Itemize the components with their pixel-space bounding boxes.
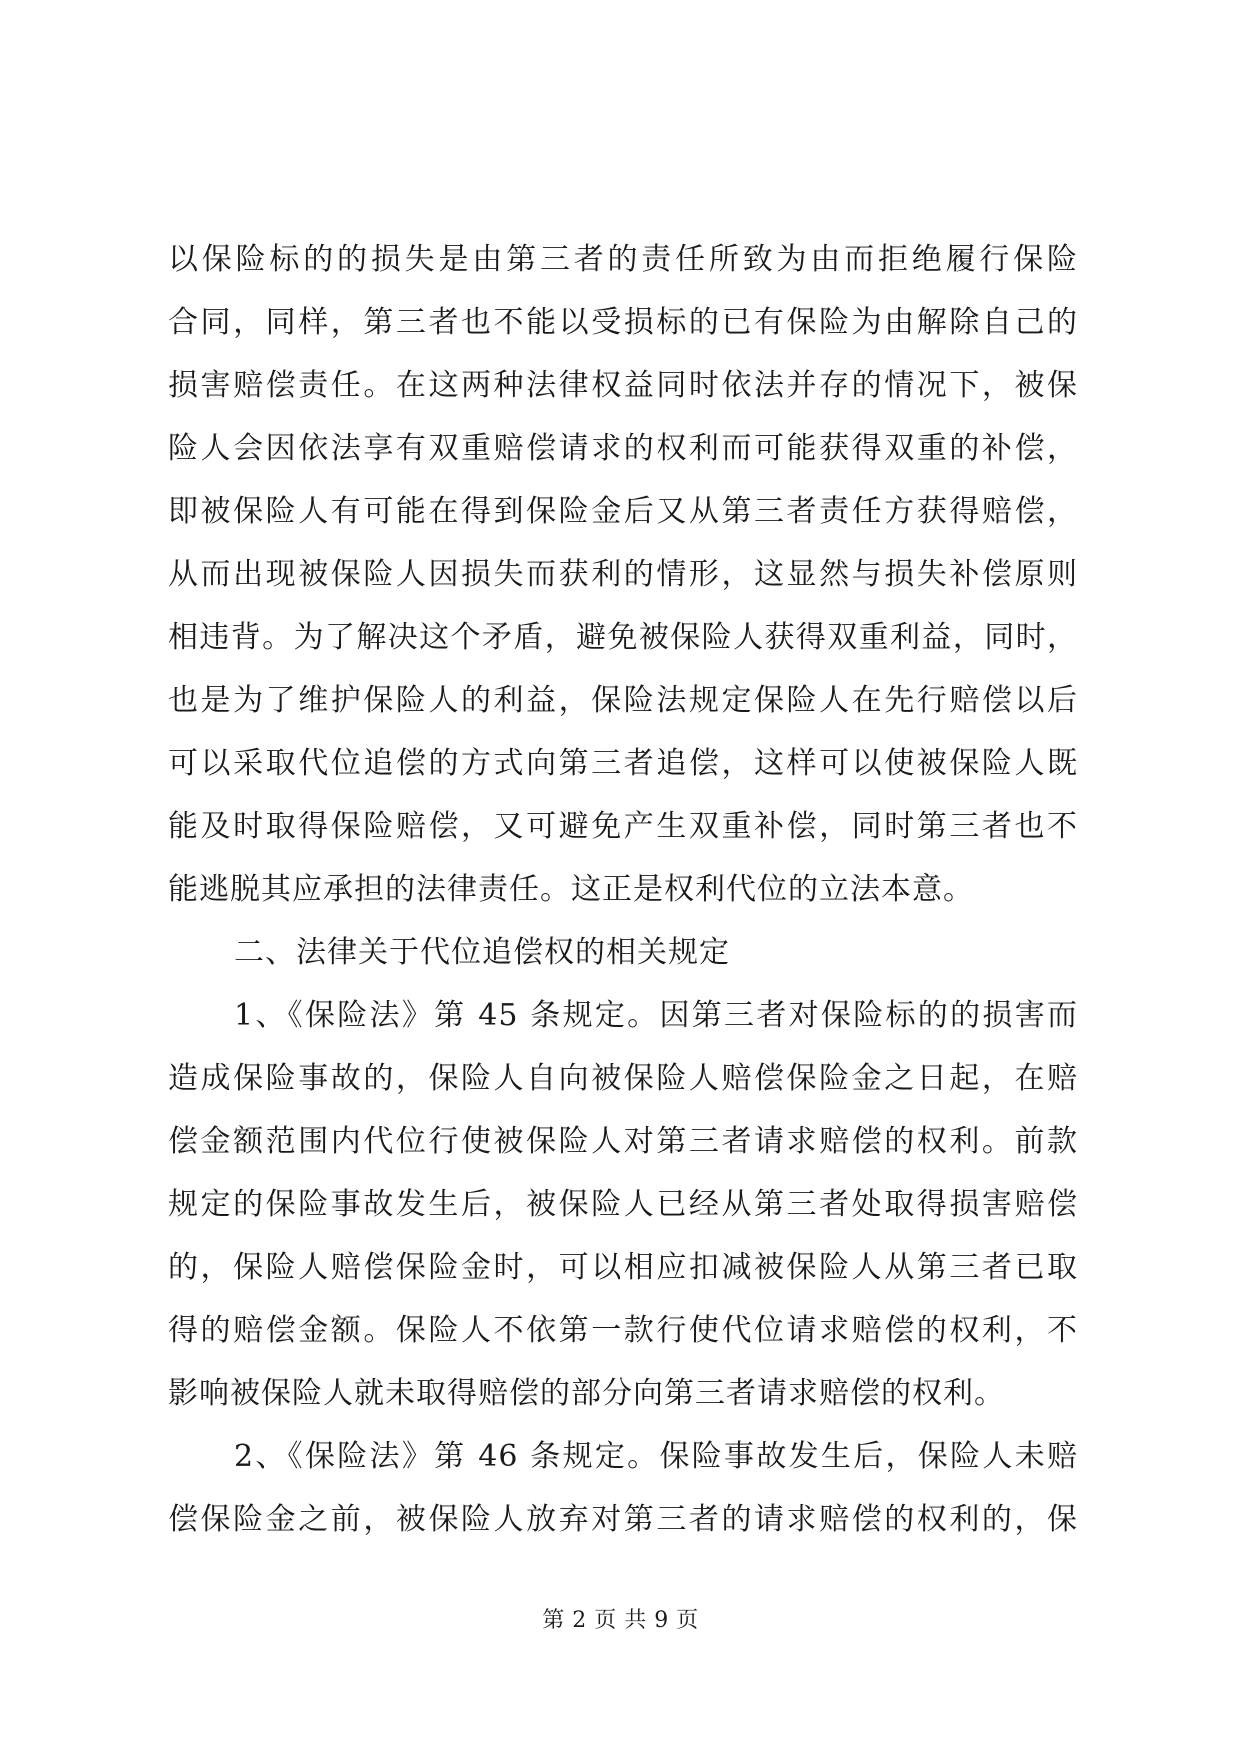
page-number: 第 2 页 共 9 页 <box>542 1608 699 1633</box>
text-line: 相违背。为了解决这个矛盾，避免被保险人获得双重利益，同时， <box>168 620 1078 655</box>
text-line: 损害赔偿责任。在这两种法律权益同时依法并存的情况下，被保 <box>168 368 1078 403</box>
text-line: 也是为了维护保险人的利益，保险法规定保险人在先行赔偿以后 <box>168 683 1078 718</box>
text-line: 2、《保险法》第 46 条规定。保险事故发生后，保险人未赔 <box>234 1439 1078 1474</box>
section-heading: 二、法律关于代位追偿权的相关规定 <box>234 935 730 970</box>
text-line: 偿保险金之前，被保险人放弃对第三者的请求赔偿的权利的，保 <box>168 1502 1078 1537</box>
text-line: 能逃脱其应承担的法律责任。这正是权利代位的立法本意。 <box>168 872 974 907</box>
text-line: 的，保险人赔偿保险金时，可以相应扣减被保险人从第三者已取 <box>168 1250 1078 1285</box>
text-line: 规定的保险事故发生后，被保险人已经从第三者处取得损害赔偿 <box>168 1187 1078 1222</box>
text-line: 从而出现被保险人因损失而获利的情形，这显然与损失补偿原则 <box>168 557 1078 592</box>
body-text <box>168 228 1078 1551</box>
text-line: 得的赔偿金额。保险人不依第一款行使代位请求赔偿的权利，不 <box>168 1313 1078 1348</box>
text-line: 能及时取得保险赔偿，又可避免产生双重补偿，同时第三者也不 <box>168 809 1078 844</box>
text-line: 险人会因依法享有双重赔偿请求的权利而可能获得双重的补偿， <box>168 431 1078 466</box>
text-line: 偿金额范围内代位行使被保险人对第三者请求赔偿的权利。前款 <box>168 1124 1078 1159</box>
text-line: 1、《保险法》第 45 条规定。因第三者对保险标的的损害而 <box>234 998 1078 1033</box>
text-line: 造成保险事故的，保险人自向被保险人赔偿保险金之日起，在赔 <box>168 1061 1078 1096</box>
text-line: 影响被保险人就未取得赔偿的部分向第三者请求赔偿的权利。 <box>168 1376 1005 1411</box>
text-line: 合同，同样，第三者也不能以受损标的已有保险为由解除自己的 <box>168 305 1078 340</box>
text-line: 即被保险人有可能在得到保险金后又从第三者责任方获得赔偿， <box>168 494 1078 529</box>
text-line: 可以采取代位追偿的方式向第三者追偿，这样可以使被保险人既 <box>168 746 1078 781</box>
text-line: 以保险标的的损失是由第三者的责任所致为由而拒绝履行保险 <box>168 242 1078 277</box>
